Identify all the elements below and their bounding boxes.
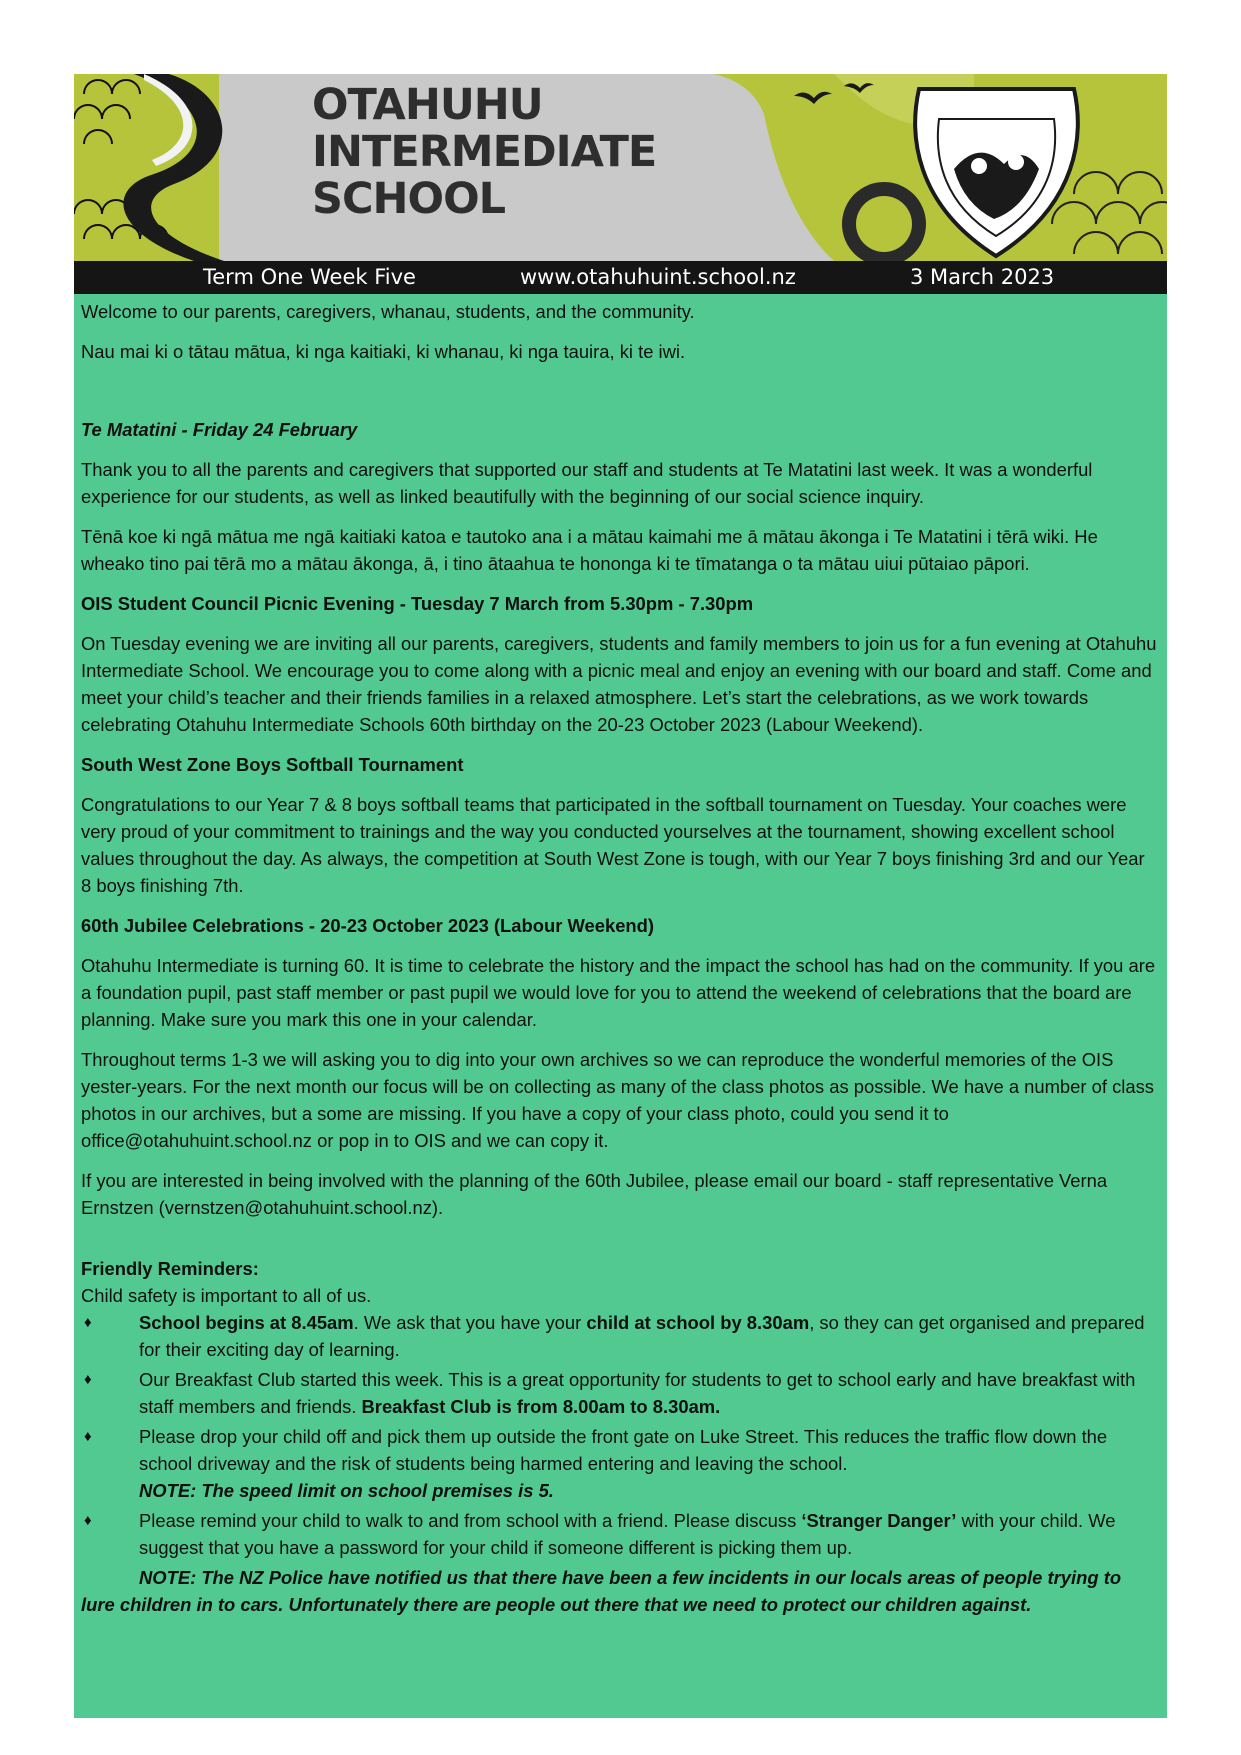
reminder-emphasis: School begins at 8.45am	[139, 1312, 354, 1333]
school-name-line3: SCHOOL	[312, 174, 506, 224]
list-item	[81, 1507, 1159, 1561]
reminders-subheading: Child safety is important to all of us.	[81, 1285, 372, 1306]
reminders-heading: Friendly Reminders:	[81, 1258, 259, 1279]
section-body-jubilee-3: If you are interested in being involved with the planning of the 60th Jubilee, please email our board - staff representative Verna Ernstzen (vernstzen@otahuhuint.school.nz).	[81, 1170, 1108, 1218]
diamond-bullet-icon: ♦	[84, 1512, 92, 1529]
diamond-bullet-icon: ♦	[84, 1314, 92, 1331]
section-heading-softball: South West Zone Boys Softball Tournament	[81, 754, 464, 775]
issue-date: 3 March 2023	[910, 265, 1055, 289]
section-heading-picnic: OIS Student Council Picnic Evening - Tuesday 7 March from 5.30pm - 7.30pm	[81, 593, 754, 614]
reminder-emphasis: child at school by 8.30am	[586, 1312, 810, 1333]
list-item	[81, 1423, 1159, 1504]
school-name-line1: OTAHUHU	[312, 80, 543, 130]
reminder-text: , so they can get organised and prepared for their exciting day of learning.	[139, 1312, 1145, 1360]
section-body-picnic: On Tuesday evening we are inviting all our parents, caregivers, students and family members to join us for a fun evening at Otahuhu Intermediate School. We encourage you to come along with a picnic meal and enjoy an evening with our board and staff. Come and meet your child’s teacher and their friends families in a relaxed atmosphere. Let’s start the celebrations, as we work towards celebrating Otahuhu Intermediate Schools 60th birthday on the 20-23 October 2023 (Labour Weekend).	[81, 633, 1157, 735]
school-name-line2: INTERMEDIATE	[312, 127, 657, 177]
reminder-text: Please drop your child off and pick them up outside the front gate on Luke Street. This reduces the traffic flow down the school driveway and the risk of students being harmed entering and leaving the school.	[139, 1426, 1108, 1474]
term-week-label: Term One Week Five	[203, 265, 416, 289]
police-note: NOTE: The NZ Police have notified us that there have been a few incidents in our locals areas of people trying to lure children in to cars. Unfortunately there are people out there that we need to protect our children against.	[81, 1567, 1122, 1615]
section-body-jubilee-1: Otahuhu Intermediate is turning 60. It is time to celebrate the history and the impact the school has had on the community. If you are a foundation pupil, past staff member or past pupil we would love for you to attend the weekend of celebrations that the board are planning. Make sure you mark this one in your calendar.	[81, 955, 1156, 1030]
list-item	[81, 1366, 1159, 1420]
welcome-text-maori: Nau mai ki o tātau mātua, ki nga kaitiaki, ki whanau, ki nga tauira, ki te iwi.	[81, 341, 686, 362]
reminder-text: Please remind your child to walk to and from school with a friend. Please discuss	[139, 1510, 802, 1531]
section-heading-matatini: Te Matatini - Friday 24 February	[81, 419, 358, 440]
diamond-bullet-icon: ♦	[84, 1428, 92, 1445]
issue-info-bar	[74, 261, 1167, 294]
school-website-link[interactable]: www.otahuhuint.school.nz	[520, 265, 796, 289]
section-body-matatini: Thank you to all the parents and caregivers that supported our staff and students at Te Matatini last week. It was a wonderful experience for our students, as well as linked beautifully with the beginning of our social science inquiry.	[81, 459, 1093, 507]
section-heading-jubilee: 60th Jubilee Celebrations - 20-23 October 2023 (Labour Weekend)	[81, 915, 655, 936]
diamond-bullet-icon: ♦	[84, 1371, 92, 1388]
reminder-emphasis: ‘Stranger Danger’	[801, 1510, 957, 1531]
reminder-emphasis: Breakfast Club is from 8.00am to 8.30am.	[361, 1396, 721, 1417]
section-body-jubilee-2: Throughout terms 1-3 we will asking you to dig into your own archives so we can reproduce the wonderful memories of the OIS yester-years. For the next month our focus will be on collecting as many of the class photos as possible. We have a number of class photos in our archives, but a some are missing. If you have a copy of your class photo, could you send it to office@otahuhuint.school.nz or pop in to OIS and we can copy it.	[81, 1049, 1154, 1151]
list-item	[81, 1309, 1159, 1363]
reminders-list	[81, 1309, 1159, 1561]
welcome-text: Welcome to our parents, caregivers, whanau, students, and the community.	[81, 301, 695, 322]
header-banner	[74, 74, 1167, 261]
reminder-text: Our Breakfast Club started this week. This is a great opportunity for students to get to school early and have breakfast with staff members and friends.	[139, 1369, 1136, 1417]
reminder-text: . We ask that you have your	[353, 1312, 587, 1333]
school-name	[312, 82, 656, 223]
section-body-matatini-maori: Tēnā koe ki ngā mātua me ngā kaitiaki katoa e tautoko ana i a mātau kaimahi me ā mātau ākonga i Te Matatini i tērā wiki. He wheako tino pai tērā mo a mātau ākonga, ā, i tino ātaahua te hononga ki te tīmatanga o ta mātau uiui pūtaiao pāpori.	[81, 526, 1098, 574]
reminder-text: with your child. We suggest that you have a password for your child if someone different is picking them up.	[139, 1510, 1116, 1558]
speed-limit-note: NOTE: The speed limit on school premises is 5.	[139, 1480, 554, 1501]
newsletter-content	[74, 294, 1167, 1718]
section-body-softball: Congratulations to our Year 7 & 8 boys softball teams that participated in the softball tournament on Tuesday. Your coaches were very proud of your commitment to trainings and the way you conducted yourselves at the tournament, showing excellent school values throughout the day. As always, the competition at South West Zone is tough, with our Year 7 boys finishing 3rd and our Year 8 boys finishing 7th.	[81, 794, 1145, 896]
